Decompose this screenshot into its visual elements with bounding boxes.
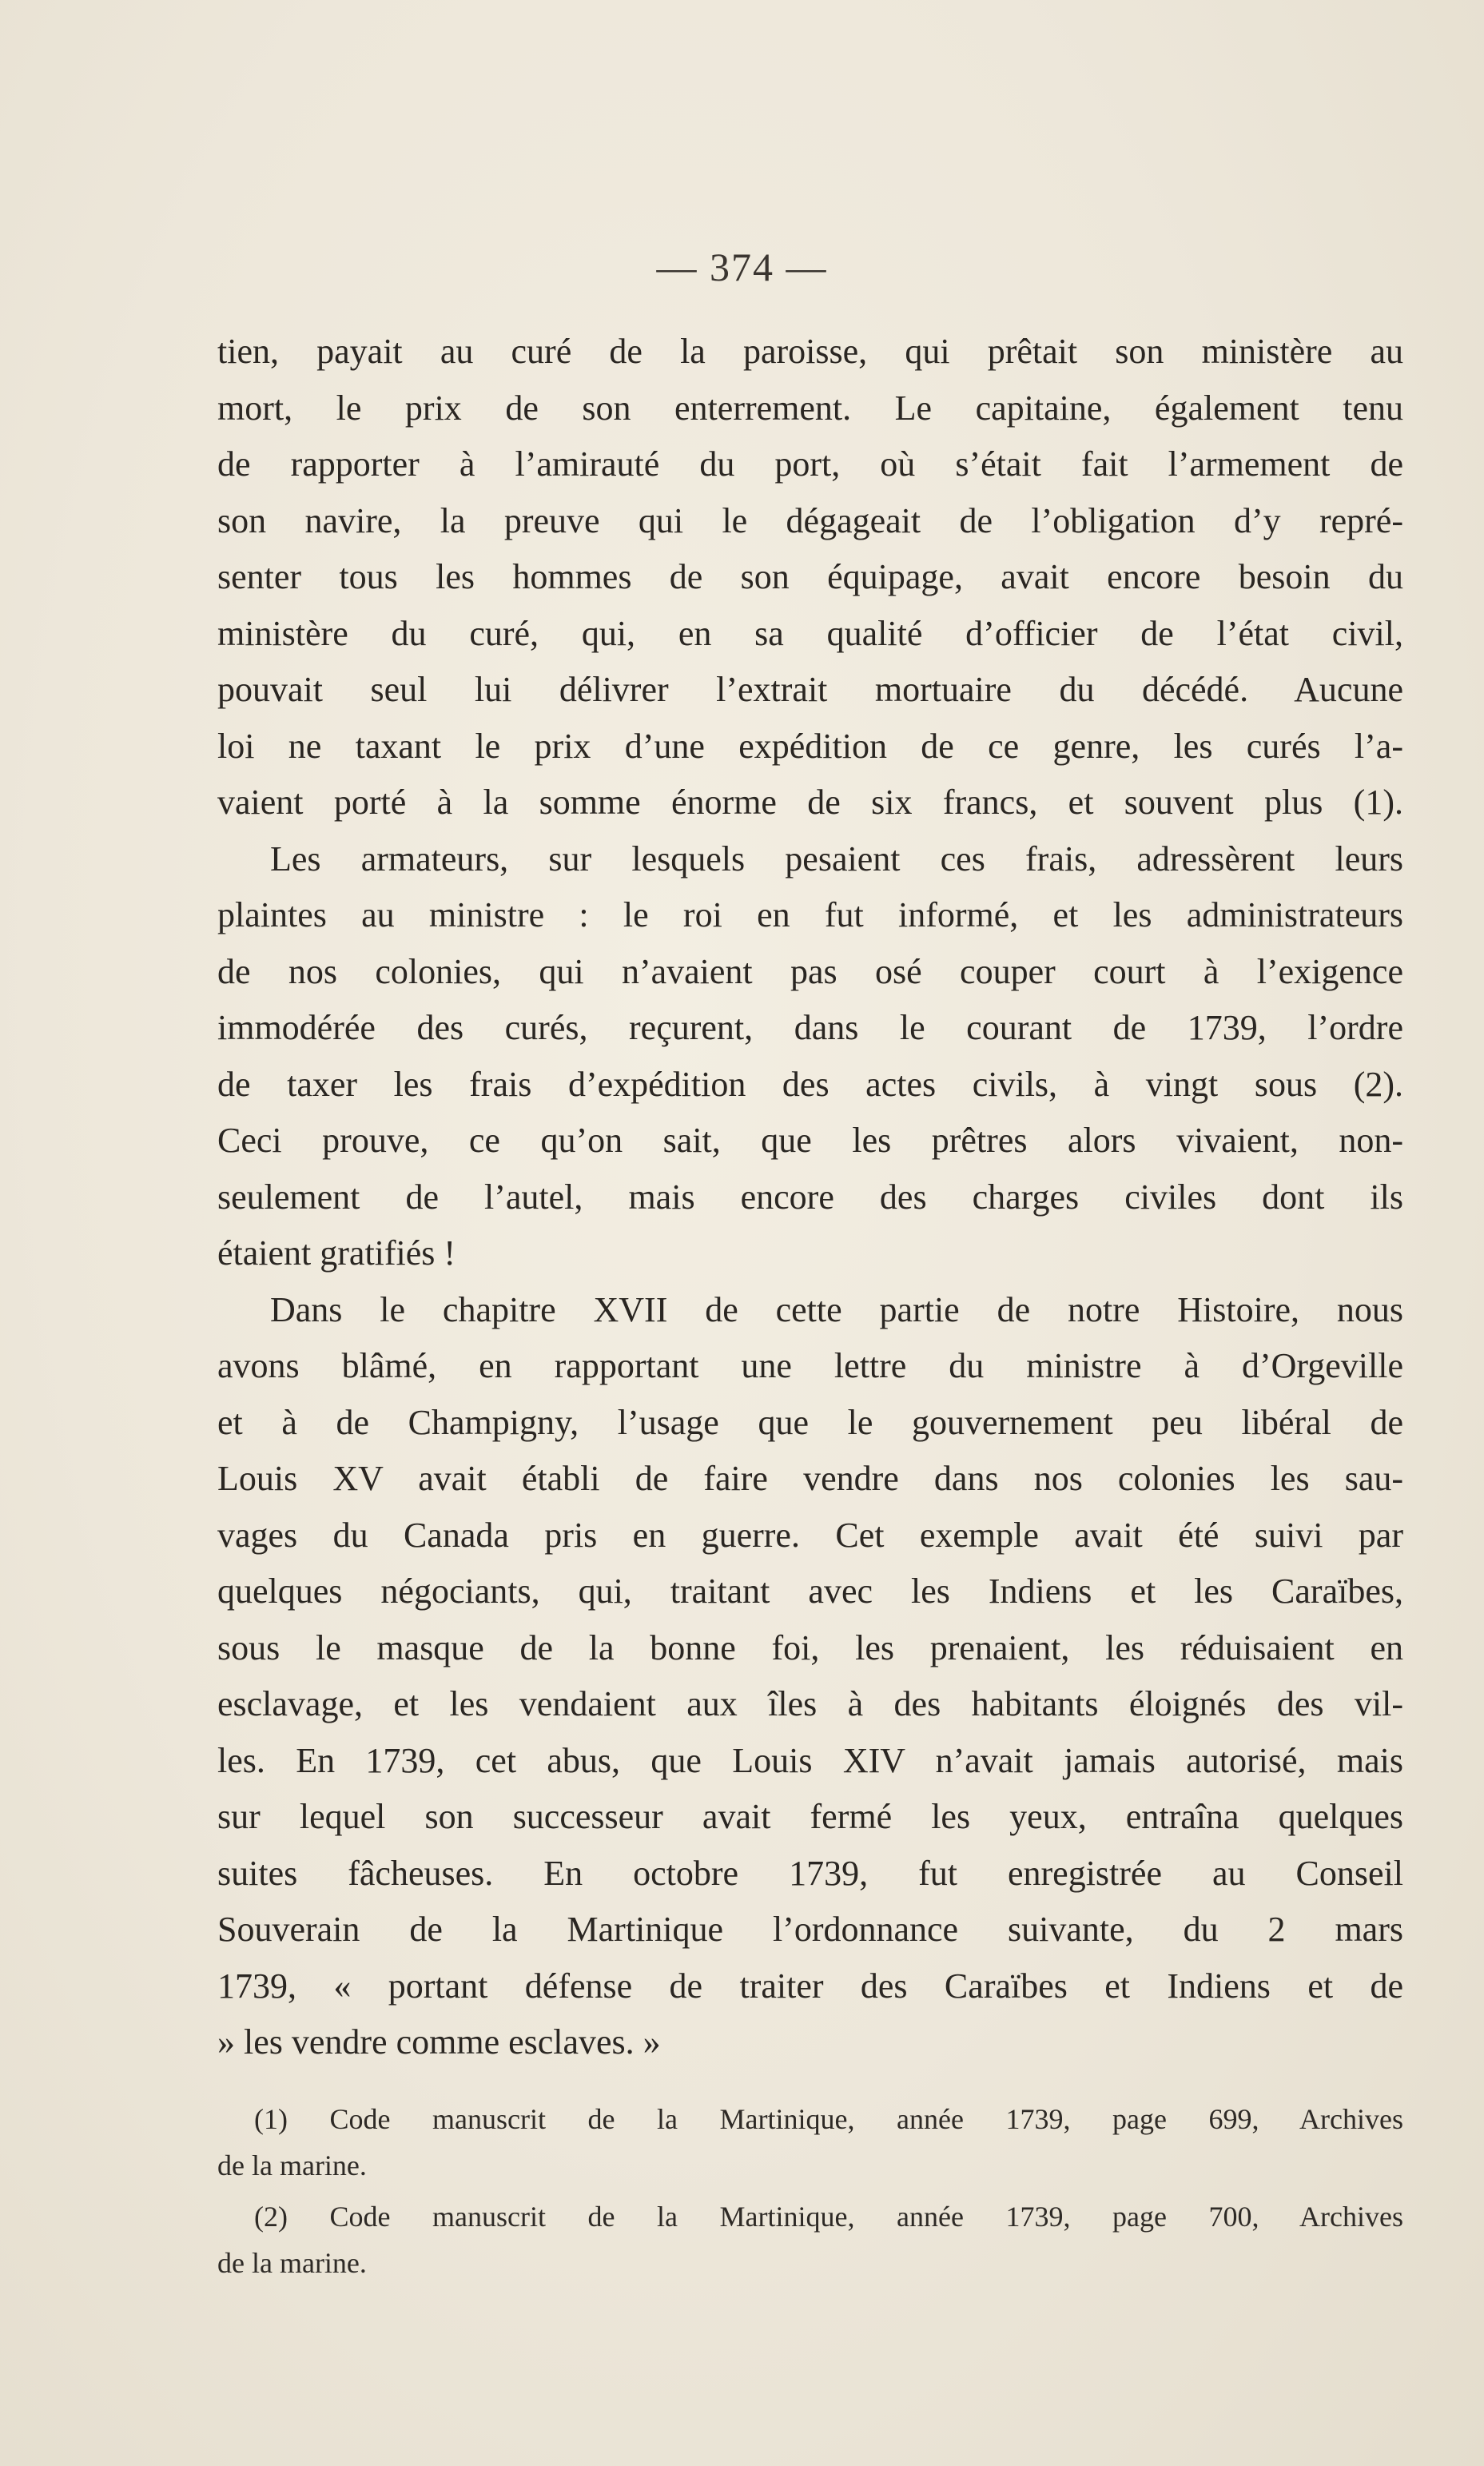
text-line: Dans le chapitre XVII de cette partie de notre Histoire, nous [270, 1289, 1403, 1329]
text-line: Ceci prouve, ce qu’on sait, que les prêtres alors vivaient, non- [217, 1121, 1403, 1160]
text-line: senter tous les hommes de son équipage, avait encore besoin du [217, 557, 1403, 596]
text-line: plaintes au ministre : le roi en fut informé, et les administrateurs [217, 895, 1403, 934]
text-line: immodérée des curés, reçurent, dans le courant de 1739, l’ordre [217, 1008, 1403, 1047]
text-line: mort, le prix de son enterrement. Le capitaine, également tenu [217, 388, 1403, 428]
text-line: quelques négociants, qui, traitant avec les Indiens et les Caraïbes, [217, 1572, 1403, 1611]
text-line: de rapporter à l’amirauté du port, où s’était fait l’armement de [217, 444, 1403, 484]
footnote-line: de la marine. [217, 2149, 367, 2181]
footnote-line: de la marine. [217, 2247, 367, 2279]
text-line: » les vendre comme esclaves. » [217, 2022, 661, 2062]
text-line: pouvait seul lui délivrer l’extrait mortuaire du décédé. Aucune [217, 670, 1403, 709]
text-line: loi ne taxant le prix d’une expédition de ce genre, les curés l’a- [217, 726, 1403, 766]
text-line: Louis XV avait établi de faire vendre dans nos colonies les sau- [217, 1459, 1403, 1498]
text-line: seulement de l’autel, mais encore des charges civiles dont ils [217, 1177, 1403, 1217]
text-line: de nos colonies, qui n’avaient pas osé couper court à l’exigence [217, 951, 1403, 991]
text-line: et à de Champigny, l’usage que le gouvernement peu libéral de [217, 1402, 1403, 1442]
text-line: les. En 1739, cet abus, que Louis XIV n’avait jamais autorisé, mais [217, 1740, 1403, 1780]
text-line: étaient gratifiés ! [217, 1233, 456, 1273]
text-line: avons blâmé, en rapportant une lettre du ministre à d’Orgeville [217, 1346, 1403, 1385]
text-line: ministère du curé, qui, en sa qualité d’officier de l’état civil, [217, 613, 1403, 653]
footnote-line: (1) Code manuscrit de la Martinique, année 1739, page 699, Archives [254, 2103, 1403, 2135]
text-line: de taxer les frais d’expédition des actes civils, à vingt sous (2). [217, 1064, 1403, 1104]
text-line: vaient porté à la somme énorme de six francs, et souvent plus (1). [217, 783, 1403, 822]
text-line: Souverain de la Martinique l’ordonnance suivante, du 2 mars [217, 1910, 1403, 1949]
page-number: — 374 — [656, 245, 828, 289]
text-line: sur lequel son successeur avait fermé les yeux, entraîna quelques [217, 1797, 1403, 1836]
text-line: suites fâcheuses. En octobre 1739, fut enregistrée au Conseil [217, 1853, 1403, 1893]
footnote-line: (2) Code manuscrit de la Martinique, année 1739, page 700, Archives [254, 2201, 1403, 2233]
text-line: tien, payait au curé de la paroisse, qui prêtait son ministère au [217, 332, 1403, 371]
text-line: esclavage, et les vendaient aux îles à des habitants éloignés des vil- [217, 1684, 1403, 1723]
text-line: Les armateurs, sur lesquels pesaient ces frais, adressèrent leurs [270, 839, 1403, 878]
footnotes [217, 2096, 1403, 2286]
body-text [217, 324, 1403, 2071]
text-line: sous le masque de la bonne foi, les prenaient, les réduisaient en [217, 1627, 1403, 1667]
text-line: son navire, la preuve qui le dégageait de l’obligation d’y repré- [217, 500, 1403, 540]
text-line: 1739, « portant défense de traiter des Caraïbes et Indiens et de [217, 1966, 1403, 2006]
text-line: vages du Canada pris en guerre. Cet exemple avait été suivi par [217, 1515, 1403, 1555]
